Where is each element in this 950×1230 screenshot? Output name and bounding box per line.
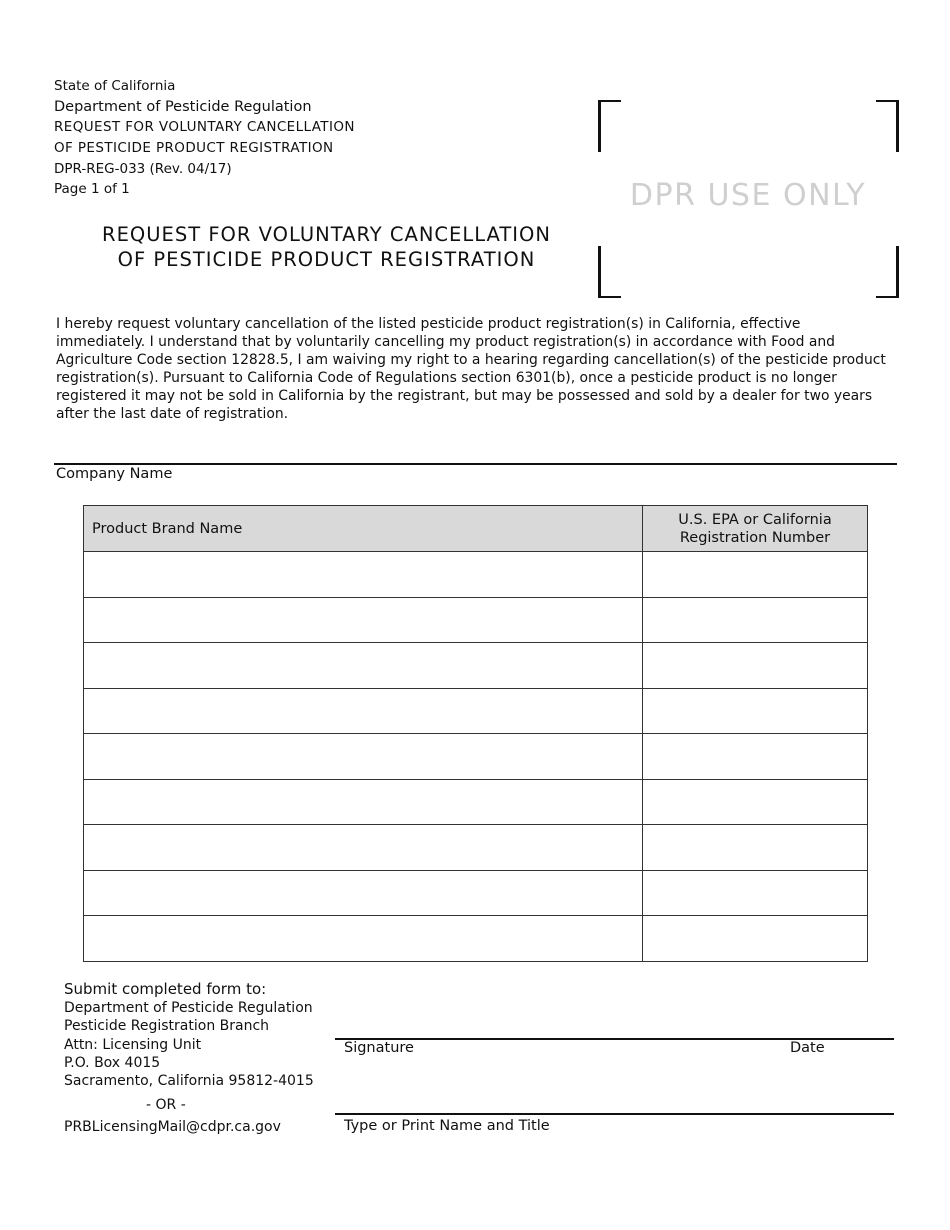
registration-number-cell[interactable] [643, 870, 868, 916]
company-name-line[interactable] [54, 463, 897, 465]
registration-number-cell[interactable] [643, 779, 868, 825]
brand-name-cell[interactable] [84, 870, 643, 916]
name-title-line[interactable] [335, 1113, 894, 1115]
corner-bracket [876, 100, 899, 152]
table-row [84, 734, 868, 780]
submit-email[interactable]: PRBLicensingMail@cdpr.ca.gov [64, 1119, 281, 1135]
registration-number-cell[interactable] [643, 734, 868, 780]
signature-label: Signature [344, 1040, 414, 1056]
registration-number-header [643, 506, 868, 552]
table-row [84, 916, 868, 962]
page-title-line2: OF PESTICIDE PRODUCT REGISTRATION [117, 248, 536, 271]
submit-address-block [64, 980, 314, 1090]
brand-name-cell[interactable] [84, 825, 643, 871]
table-row [84, 643, 868, 689]
header-form-number: DPR-REG-033 (Rev. 04/17) [54, 161, 232, 177]
page-title-line1: REQUEST FOR VOLUNTARY CANCELLATION [102, 223, 551, 246]
or-separator: - OR - [146, 1097, 186, 1113]
registration-number-cell[interactable] [643, 552, 868, 598]
header-form-title-line1: REQUEST FOR VOLUNTARY CANCELLATION [54, 119, 355, 135]
page-title [54, 222, 599, 272]
submit-address-line: Pesticide Registration Branch [64, 1018, 270, 1035]
submit-address-line: P.O. Box 4015 [64, 1054, 161, 1071]
submit-heading: Submit completed form to: [64, 980, 267, 998]
products-table [83, 505, 868, 962]
company-name-label: Company Name [56, 466, 173, 482]
submit-address-line: Department of Pesticide Regulation [64, 1000, 313, 1017]
corner-bracket [598, 100, 621, 152]
brand-name-cell[interactable] [84, 597, 643, 643]
brand-name-cell[interactable] [84, 688, 643, 734]
header-form-title-line2: OF PESTICIDE PRODUCT REGISTRATION [54, 140, 334, 156]
corner-bracket [876, 246, 899, 298]
header-state: State of California [54, 78, 176, 94]
brand-name-cell[interactable] [84, 643, 643, 689]
registration-number-cell[interactable] [643, 916, 868, 962]
brand-name-cell[interactable] [84, 734, 643, 780]
registration-number-header-line1: U.S. EPA or California [678, 511, 832, 528]
registration-number-header-line2: Registration Number [679, 529, 831, 546]
table-row [84, 779, 868, 825]
statement-paragraph: I hereby request voluntary cancellation of the listed pesticide product registration(s) in California, effective immediately. I understand that by voluntarily cancelling my product registration(s) in accordance with Food and Agriculture Code section 12828.5, I am waiving my right to a hearing regarding cancellation(s) of the pesticide product registration(s). Pursuant to California Code of Regulations section 6301(b), once a pesticide product is no longer registered it may not be sold in California by the registrant, but may be possessed and sold by a dealer for two years after the last date of registration. [56, 316, 886, 422]
table-row [84, 552, 868, 598]
registration-number-cell[interactable] [643, 643, 868, 689]
table-row [84, 825, 868, 871]
header-page-number: Page 1 of 1 [54, 181, 130, 197]
brand-name-cell[interactable] [84, 779, 643, 825]
header-department: Department of Pesticide Regulation [54, 99, 312, 115]
dpr-use-only-label: DPR USE ONLY [629, 178, 867, 213]
product-brand-name-header: Product Brand Name [84, 506, 643, 552]
table-row [84, 688, 868, 734]
name-title-label: Type or Print Name and Title [344, 1118, 550, 1134]
submit-address-line: Sacramento, California 95812-4015 [64, 1073, 314, 1090]
submit-address-line: Attn: Licensing Unit [64, 1036, 202, 1053]
brand-name-cell[interactable] [84, 552, 643, 598]
date-label: Date [790, 1040, 825, 1056]
registration-number-cell[interactable] [643, 825, 868, 871]
registration-number-cell[interactable] [643, 597, 868, 643]
table-row [84, 597, 868, 643]
corner-bracket [598, 246, 621, 298]
registration-number-cell[interactable] [643, 688, 868, 734]
table-header-row [84, 506, 868, 552]
table-row [84, 870, 868, 916]
brand-name-cell[interactable] [84, 916, 643, 962]
